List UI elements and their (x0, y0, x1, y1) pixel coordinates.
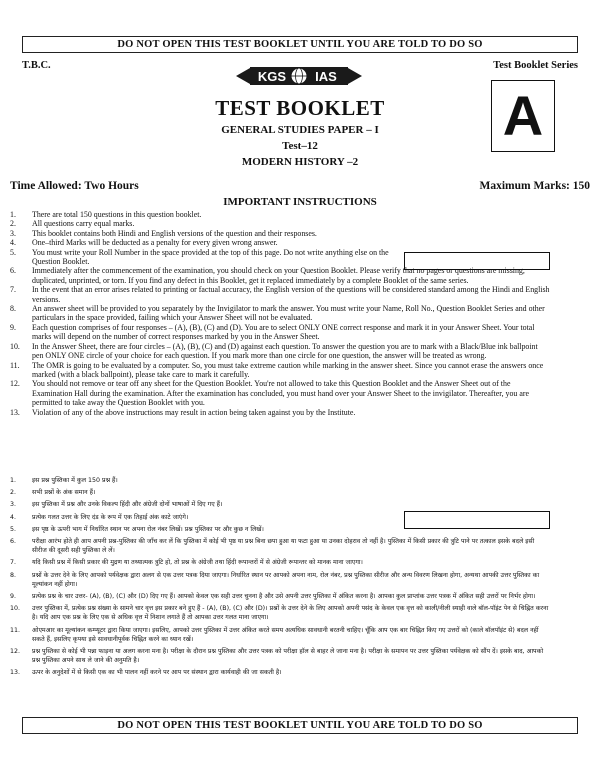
logo-text-ias: IAS (315, 69, 337, 84)
instruction-item: 12. प्रश्न पुस्तिका से कोई भी पन्ना फाड़ना या अलग करना मना है। परीक्षा के दौरान प्रश्न पुस्तिका और उत्तर पत्रक को परीक्षा हॉल से बाहर ले जाना मना है। परीक्षा के समापन पर उत्तर पुस्तिका पर्यवेक्षक को सौंप दें। इसके बाद, आपको प्रश्न पुस्तिका अपने साथ ले जाने की अनुमति है। (10, 648, 544, 665)
test-number: Test–12 (282, 140, 318, 152)
tbc-label: T.B.C. (22, 60, 51, 71)
subject-title: MODERN HISTORY –2 (241, 156, 359, 168)
booklet-series-label: Test Booklet Series (493, 60, 578, 71)
instruction-item: 4. One–third Marks will be deducted as a penalty for every given wrong answer. (10, 238, 278, 248)
instruction-item: 4. प्रत्येक गलत उत्तर के लिए दंड के रूप में एक तिहाई अंक काटे जाएंगे। (10, 513, 189, 521)
instruction-item: 6. परीक्षा आरंभ होते ही आप अपनी प्रश्न-पुस्तिका की जाँच कर लें कि पुस्तिका में कोई भी पृष्ठ या प्रश्न बिना छपा हुआ या फटा हुआ या उनका दोहराव तो नहीं है। पुस्तिका में किसी प्रकार की त्रुटि पाने पर तत्काल इसके बदले इसी सीरीज की दूसरी सही पुस्तिका ले लें। (10, 538, 535, 555)
booklet-title: TEST BOOKLET (215, 96, 385, 120)
english-instructions (10, 210, 550, 417)
instruction-item: 5. You must write your Roll Number in the space provided at the top of this page. Do not write anything else on the Question Booklet. (10, 247, 389, 267)
instruction-item: 11. ओएमआर का मूल्यांकन कम्प्यूटर द्वारा किया जाएगा। इसलिए, आपको उत्तर पुस्तिका में उत्तर अंकित करते समय अत्यधिक सावधानी बरतनी चाहिए। चूँकि आप एक बार चिह्नित किए गए उत्तरों को (काले बॉलपॉइंट से) बदल नहीं सकते हैं, इसलिए कृपया इसे सावधानीपूर्वक चिह्नित करने का ध्यान रखें। (10, 626, 539, 643)
time-allowed: Time Allowed: Two Hours (10, 180, 139, 192)
instruction-item: 8. An answer sheet will be provided to you separately by the Invigilator to mark the answer. You must write your Name, Roll No., Question Booklet Series and other particulars in the space provided, failing which your Answer Sheet will not be evaluated. (10, 304, 545, 323)
instruction-item: 8. प्रश्नों के उत्तर देने के लिए आपको पर्यवेक्षक द्वारा अलग से एक उत्तर पत्रक दिया जाएगा। निर्धारित स्थान पर आपको अपना नाम, रोल नंबर, प्रश्न पुस्तिका सीरीज और अन्य विवरण लिखना होगा, अन्यथा आपकी उत्तर पुस्तिका का मूल्यांकन नहीं होगा। (10, 571, 540, 588)
instruction-item: 13. Violation of any of the above instructions may result in action being taken against you by the Institute. (10, 407, 356, 417)
maximum-marks: Maximum Marks: 150 (479, 180, 590, 192)
instruction-item: 9. प्रत्येक प्रश्न के चार उत्तर- (A), (B), (C) और (D) दिए गए हैं। आपको केवल एक सही उत्तर चुनना है और उसे अपनी उत्तर पुस्तिका में अंकित करना है। आपका कुल प्राप्तांक उत्तर पत्रक में अंकित सही उत्तरों पर निर्भर होगा। (10, 593, 536, 601)
instruction-item: 10. उत्तर पुस्तिका में, प्रत्येक प्रश्न संख्या के सामने चार वृत्त इस प्रकार बने हुए हैं - (A), (B), (C) और (D)। प्रश्नों के उत्तर देने के लिए आपको अपनी पसंद के केवल एक वृत्त को काली/नीली स्याही वाले बॉल-पॉइंट पेन से चिह्नित करना है। यदि आप एक प्रश्न के लिए एक से अधिक वृत्त में निशान लगाते हैं तो आपका उत्तर गलत माना जाएगा। (10, 605, 549, 622)
instruction-item: 11. The OMR is going to be evaluated by a computer. So, you must take extreme caution while marking in the answer sheet. Since you cannot erase the answers once marked (with a black ballpoint), please take care to mark it carefully. (10, 360, 544, 379)
instruction-item: 2. All questions carry equal marks. (10, 219, 135, 229)
logo-right-arrow (348, 68, 362, 84)
instruction-item: 13. ऊपर के अनुदेशों में से किसी एक का भी पालन नहीं करने पर आप पर संस्थान द्वारा कार्यवाही की जा सकती है। (10, 669, 282, 677)
instruction-item: 7. यदि किसी प्रश्न में किसी प्रकार की मुद्रण या तथ्यात्मक त्रुटि हो, तो प्रश्न के अंग्रेजी तथा हिंदी रूपान्तरों में से अंग्रेजी रूपान्तर को मानक माना जाएगा। (10, 559, 363, 567)
instruction-item: 1. There are total 150 questions in this question booklet. (10, 210, 202, 219)
instruction-item: 6. Immediately after the commencement of the examination, you should check on your Question Booklet. Please verify that no pages or questions are missing, duplicated, unprinted, or torn. If you find any defect in this Booklet, get it replaced immediately by a complete Booklet of the same series. (10, 266, 525, 285)
instruction-item: 3. This booklet contains both Hindi and English versions of the question and their responses. (10, 228, 317, 238)
hindi-instructions (10, 476, 550, 681)
paper-title: GENERAL STUDIES PAPER – I (221, 124, 379, 136)
roll-number-box-hindi[interactable] (404, 511, 550, 529)
series-letter-box: A (491, 80, 555, 152)
roll-number-box[interactable] (404, 252, 550, 270)
instructions-heading: IMPORTANT INSTRUCTIONS (223, 196, 377, 208)
instruction-item: 9. Each question comprises of four responses – (A), (B), (C) and (D). You are to select ONLY ONE correct response and mark it in your Answer Sheet. Your total marks will depend on the number of correct responses marked by you in the Answer Sheet. (10, 322, 535, 342)
instruction-item: 10. In the Answer Sheet, there are four circles – (A), (B), (C) and (D) against each question. To answer the question you are to mark with a Black/Blue ink ballpoint pen ONLY ONE circle of your choice for each question. If you mark more than one circle for one question, the answer will be treated as wrong. (10, 341, 538, 361)
instruction-item: 7. In the event that an error arises related to printing or factual accuracy, the English version of the questions will be considered standard among the Hindi and English versions. (10, 285, 550, 304)
instruction-item: 12. You should not remove or tear off any sheet for the Question Booklet. You're not allowed to take this Question Booklet and the Answer Sheet out of the Examination Hall during the examination. After the examination has concluded, you must hand over your Answer Sheet to the invigilator. Thereafter, you are permitted to take away the Question Booklet with you. (10, 379, 529, 408)
kgs-ias-logo (236, 65, 362, 87)
instruction-item: 3. इस पुस्तिका में प्रश्न और उनके विकल्प हिंदी और अंग्रेजी दोनों भाषाओं में दिए गए हैं। (10, 501, 223, 509)
bottom-warning-banner: DO NOT OPEN THIS TEST BOOKLET UNTIL YOU ARE TOLD TO DO SO (22, 717, 578, 734)
instruction-item: 5. इस पृष्ठ के ऊपरी भाग में निर्धारित स्थान पर अपना रोल नंबर लिखें। प्रश्न पुस्तिका पर और कुछ न लिखें। (10, 525, 264, 533)
top-warning-banner: DO NOT OPEN THIS TEST BOOKLET UNTIL YOU ARE TOLD TO DO SO (22, 36, 578, 53)
instruction-item: 2. सभी प्रश्नों के अंक समान हैं। (10, 489, 96, 497)
instruction-item: 1. इस प्रश्न पुस्तिका में कुल 150 प्रश्न हैं। (10, 477, 118, 484)
logo-text-kgs: KGS (257, 69, 287, 84)
logo-left-arrow (236, 68, 250, 84)
